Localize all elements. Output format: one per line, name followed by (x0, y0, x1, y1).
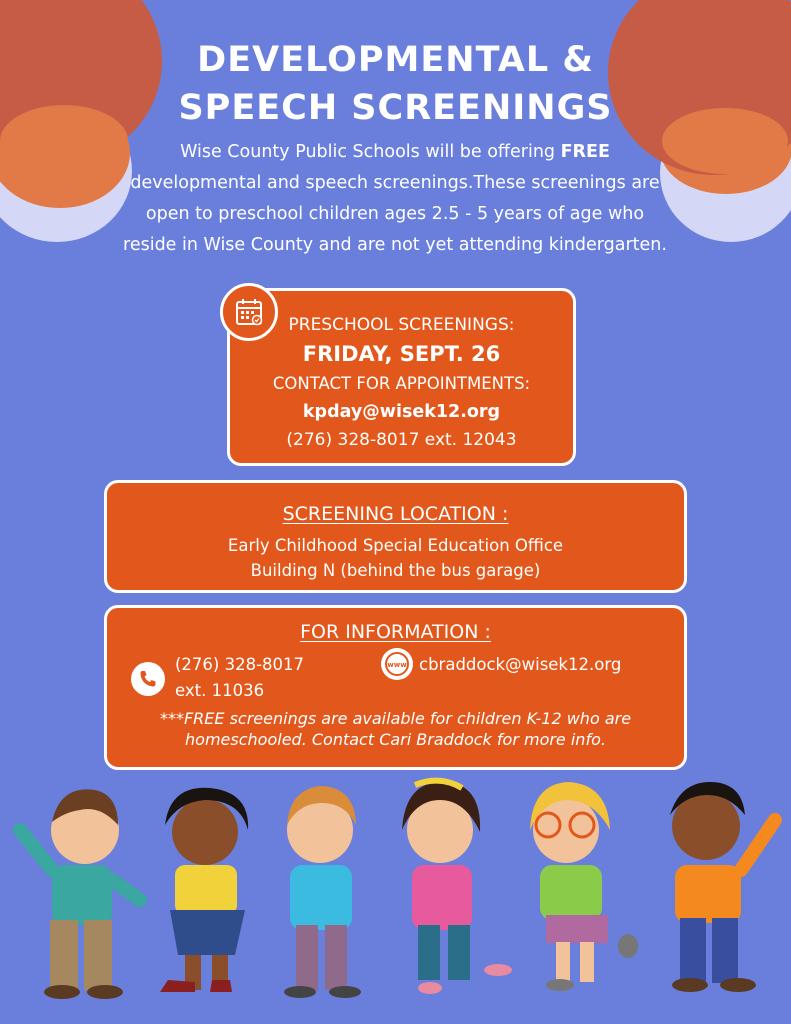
page-title-line1: DEVELOPMENTAL & (197, 40, 594, 80)
child-2 (160, 788, 248, 992)
screening-date: FRIDAY, SEPT. 26 (302, 342, 501, 366)
intro-free-emphasis: FREE (560, 142, 610, 162)
info-phone (175, 652, 304, 704)
screening-date-box (227, 288, 576, 466)
child-4 (402, 781, 512, 994)
location-line1: Early Childhood Special Education Office (227, 536, 564, 555)
location-line2: Building N (behind the bus garage) (250, 561, 541, 580)
child-5 (530, 782, 638, 991)
contact-label: CONTACT FOR APPOINTMENTS: (272, 374, 531, 393)
child-3 (284, 786, 361, 998)
info-email[interactable]: cbraddock@wisek12.org (419, 655, 622, 674)
info-heading: FOR INFORMATION : (300, 621, 491, 643)
info-phone-ext: ext. 11036 (175, 681, 265, 700)
child-6 (670, 782, 775, 992)
children-holding-hands-illustration (0, 770, 791, 1024)
screening-label: PRESCHOOL SCREENINGS: (288, 315, 515, 335)
www-icon (381, 648, 413, 680)
contact-email[interactable]: kpday@wisek12.org (302, 402, 501, 422)
contact-phone[interactable]: (276) 328-8017 ext. 12043 (286, 430, 517, 450)
svg-text:www: www (387, 661, 407, 669)
child-1 (20, 789, 140, 999)
page-title-line2: SPEECH SCREENINGS (178, 88, 613, 128)
calendar-icon (220, 283, 278, 341)
information-box (104, 605, 687, 770)
homeschool-note: ***FREE screenings are available for children K-12 who are homeschooled. Contact Cari Braddock for more info. (159, 709, 632, 749)
intro-paragraph (120, 137, 670, 261)
screening-location-box (104, 480, 687, 593)
info-phone-number[interactable]: (276) 328-8017 (175, 655, 305, 674)
intro-text-part2: developmental and speech screenings.These screenings are open to preschool children ages 2.5 - 5 years of age who reside in Wise County and are not yet attending kindergarten. (123, 173, 667, 255)
location-heading: SCREENING LOCATION : (282, 503, 509, 525)
intro-text-part1: Wise County Public Schools will be offering (180, 142, 561, 162)
phone-icon (131, 662, 165, 696)
